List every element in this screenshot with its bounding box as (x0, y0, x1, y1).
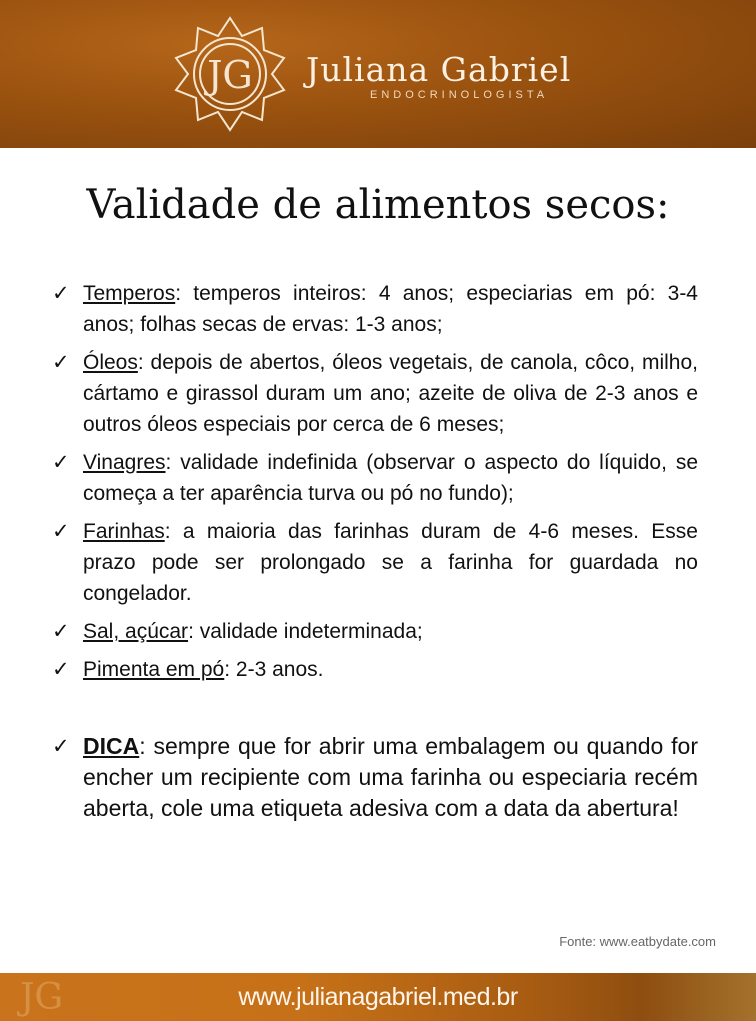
list-item (52, 616, 698, 647)
header-banner (0, 0, 756, 148)
footer-monogram: JG (20, 977, 64, 1018)
item-text: : validade indefinida (observar o aspecto do líquido, se começa a ter aparência turva ou pó no fundo); (83, 451, 698, 505)
tip-label: DICA (83, 733, 140, 759)
checkmark-icon: ✓ (52, 451, 70, 474)
tip-item (52, 731, 698, 824)
food-list (52, 278, 698, 831)
brand-subtitle: ENDOCRINOLOGISTA (370, 89, 549, 101)
page-title: Validade de alimentos secos: (86, 182, 670, 228)
item-text: : temperos inteiros: 4 anos; especiarias em pó: 3-4 anos; folhas secas de ervas: 1-3 anos; (83, 282, 698, 336)
item-label: Óleos (83, 351, 138, 374)
monogram-emblem-icon (170, 14, 290, 134)
source-note: Fonte: www.eatbydate.com (559, 934, 716, 949)
item-text: : validade indeterminada; (188, 620, 423, 643)
item-label: Vinagres (83, 451, 166, 474)
checkmark-icon: ✓ (52, 520, 70, 543)
checkmark-icon: ✓ (52, 620, 70, 643)
item-label: Sal, açúcar (83, 620, 189, 643)
list-item (52, 516, 698, 609)
checkmark-icon: ✓ (52, 658, 70, 681)
list-item (52, 347, 698, 440)
footer-banner (0, 973, 756, 1021)
item-label: Temperos (83, 282, 176, 305)
list-item (52, 278, 698, 340)
brand-name: Juliana Gabriel (306, 50, 572, 89)
item-text: : a maioria das farinhas duram de 4-6 meses. Esse prazo pode ser prolongado se a farinha for guardada no congelador. (83, 520, 698, 605)
checkmark-icon: ✓ (52, 351, 70, 374)
website-link[interactable]: www.julianagabriel.med.br (238, 983, 518, 1011)
tip-text: : sempre que for abrir uma embalagem ou quando for encher um recipiente com uma farinha ou especiaria recém aberta, cole uma etiqueta adesiva com a data da abertura! (83, 733, 698, 821)
checkmark-icon: ✓ (52, 282, 70, 305)
checkmark-icon: ✓ (52, 735, 70, 758)
item-text: : depois de abertos, óleos vegetais, de canola, côco, milho, cártamo e girassol duram um ano; azeite de oliva de 2-3 anos e outros óleos especiais por cerca de 6 meses; (83, 351, 698, 436)
item-label: Farinhas (83, 520, 165, 543)
monogram-text: JG (207, 53, 253, 97)
item-label: Pimenta em pó (83, 658, 225, 681)
list-item (52, 654, 698, 685)
item-text: : 2-3 anos. (224, 658, 324, 681)
list-item (52, 447, 698, 509)
